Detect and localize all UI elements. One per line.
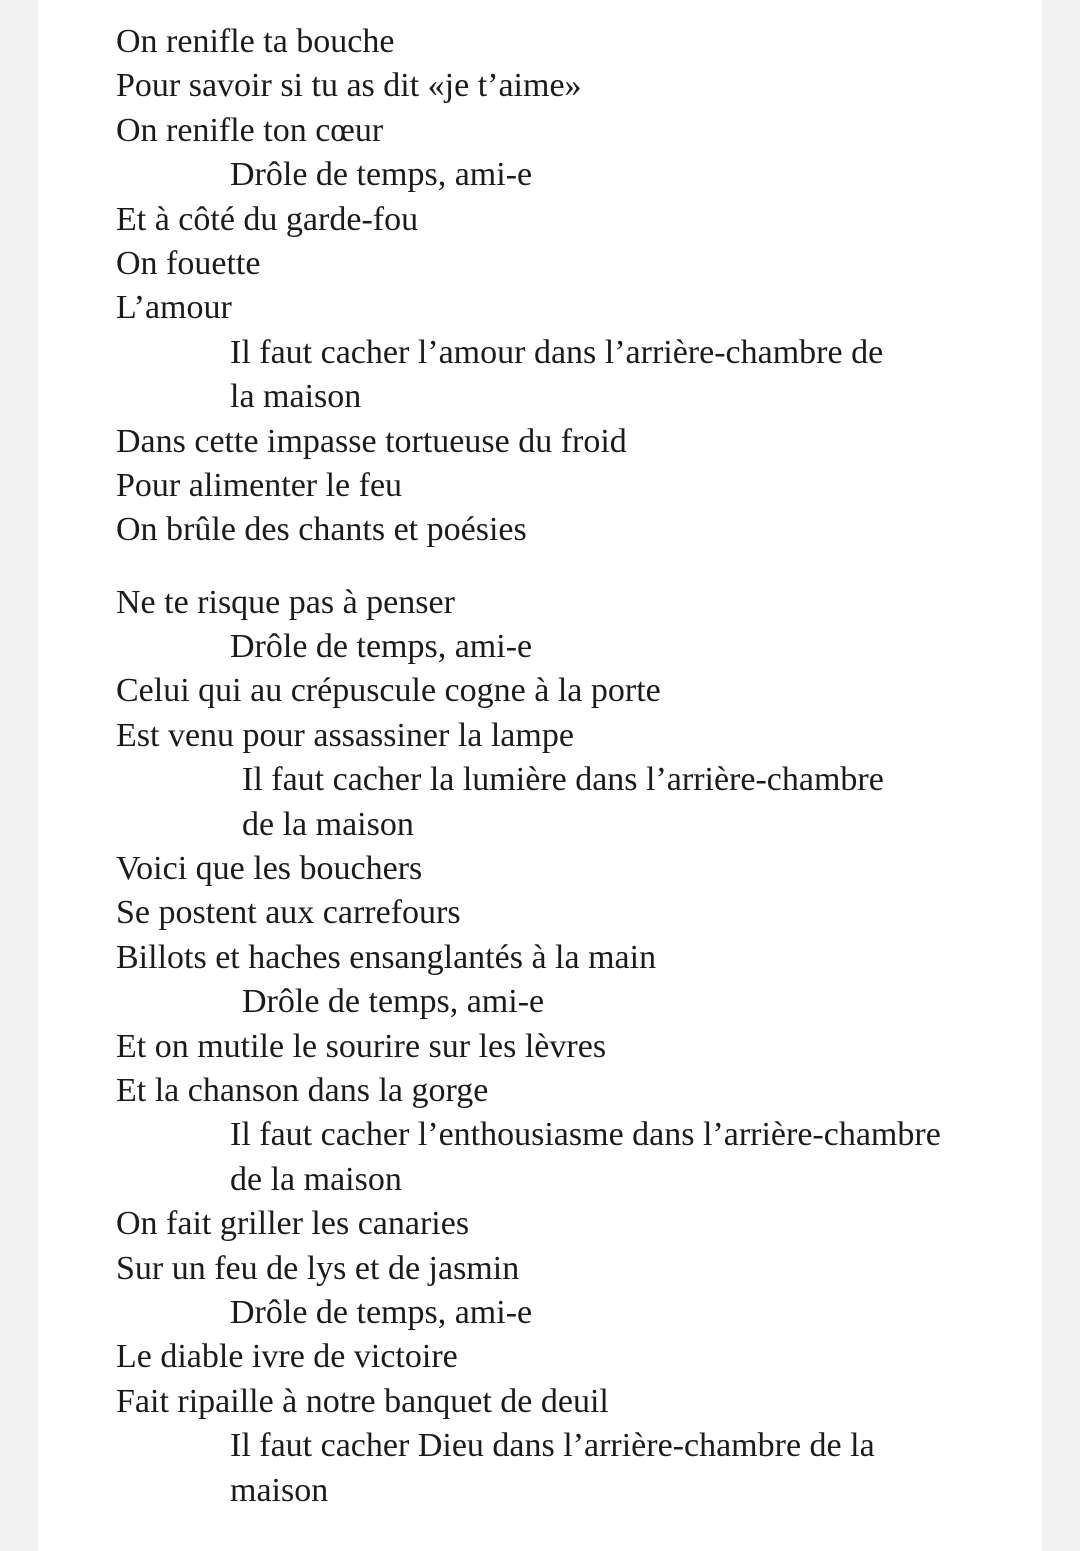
poem-refrain-line: la maison — [230, 378, 362, 416]
poem-refrain-line: de la maison — [230, 1160, 402, 1198]
poem-line: Et la chanson dans la gorge — [116, 1071, 489, 1109]
poem-refrain-line: Il faut cacher la lumière dans l’arrière-chambre — [242, 761, 884, 799]
poem-line: L’amour — [116, 289, 232, 327]
poem-line: Sur un feu de lys et de jasmin — [116, 1249, 520, 1287]
poem-text — [116, 20, 1016, 1513]
poem-line: On renifle ton cœur — [116, 111, 384, 149]
poem-line: Fait ripaille à notre banquet de deuil — [116, 1382, 609, 1420]
poem-line: Dans cette impasse tortueuse du froid — [116, 422, 627, 460]
poem-line: Le diable ivre de victoire — [116, 1338, 458, 1376]
poem-line: Celui qui au crépuscule cogne à la porte — [116, 672, 661, 710]
page — [38, 0, 1042, 1551]
poem-line: On renifle ta bouche — [116, 23, 395, 60]
poem-refrain-line: Il faut cacher l’amour dans l’arrière-chambre de — [230, 333, 884, 371]
stanza-break — [116, 553, 1016, 581]
poem-line: Voici que les bouchers — [116, 850, 423, 888]
poem-line: Se postent aux carrefours — [116, 894, 461, 932]
poem-refrain-line: Drôle de temps, ami-e — [230, 628, 533, 666]
poem-line: Pour alimenter le feu — [116, 466, 403, 504]
poem-refrain-line: maison — [230, 1471, 329, 1509]
poem-line: On fouette — [116, 244, 261, 282]
poem-line: Pour savoir si tu as dit «je t’aime» — [116, 67, 582, 105]
poem-line: Et à côté du garde-fou — [116, 200, 419, 238]
poem-refrain-line: Drôle de temps, ami-e — [242, 983, 545, 1021]
poem-line: Billots et haches ensanglantés à la main — [116, 938, 657, 976]
poem-line: Ne te risque pas à penser — [116, 583, 455, 621]
poem-refrain-line: de la maison — [242, 805, 414, 843]
poem-refrain-line: Drôle de temps, ami-e — [230, 1293, 533, 1331]
poem-line: Est venu pour assassiner la lampe — [116, 716, 574, 754]
poem-refrain-line: Drôle de temps, ami-e — [230, 156, 533, 194]
poem-line: On brûle des chants et poésies — [116, 511, 527, 549]
poem-line: Et on mutile le sourire sur les lèvres — [116, 1027, 607, 1065]
poem-refrain-line: Il faut cacher l’enthousiasme dans l’arrière-chambre — [230, 1116, 941, 1154]
poem-line: On fait griller les canaries — [116, 1205, 470, 1243]
poem-refrain-line: Il faut cacher Dieu dans l’arrière-chambre de la — [230, 1427, 875, 1465]
